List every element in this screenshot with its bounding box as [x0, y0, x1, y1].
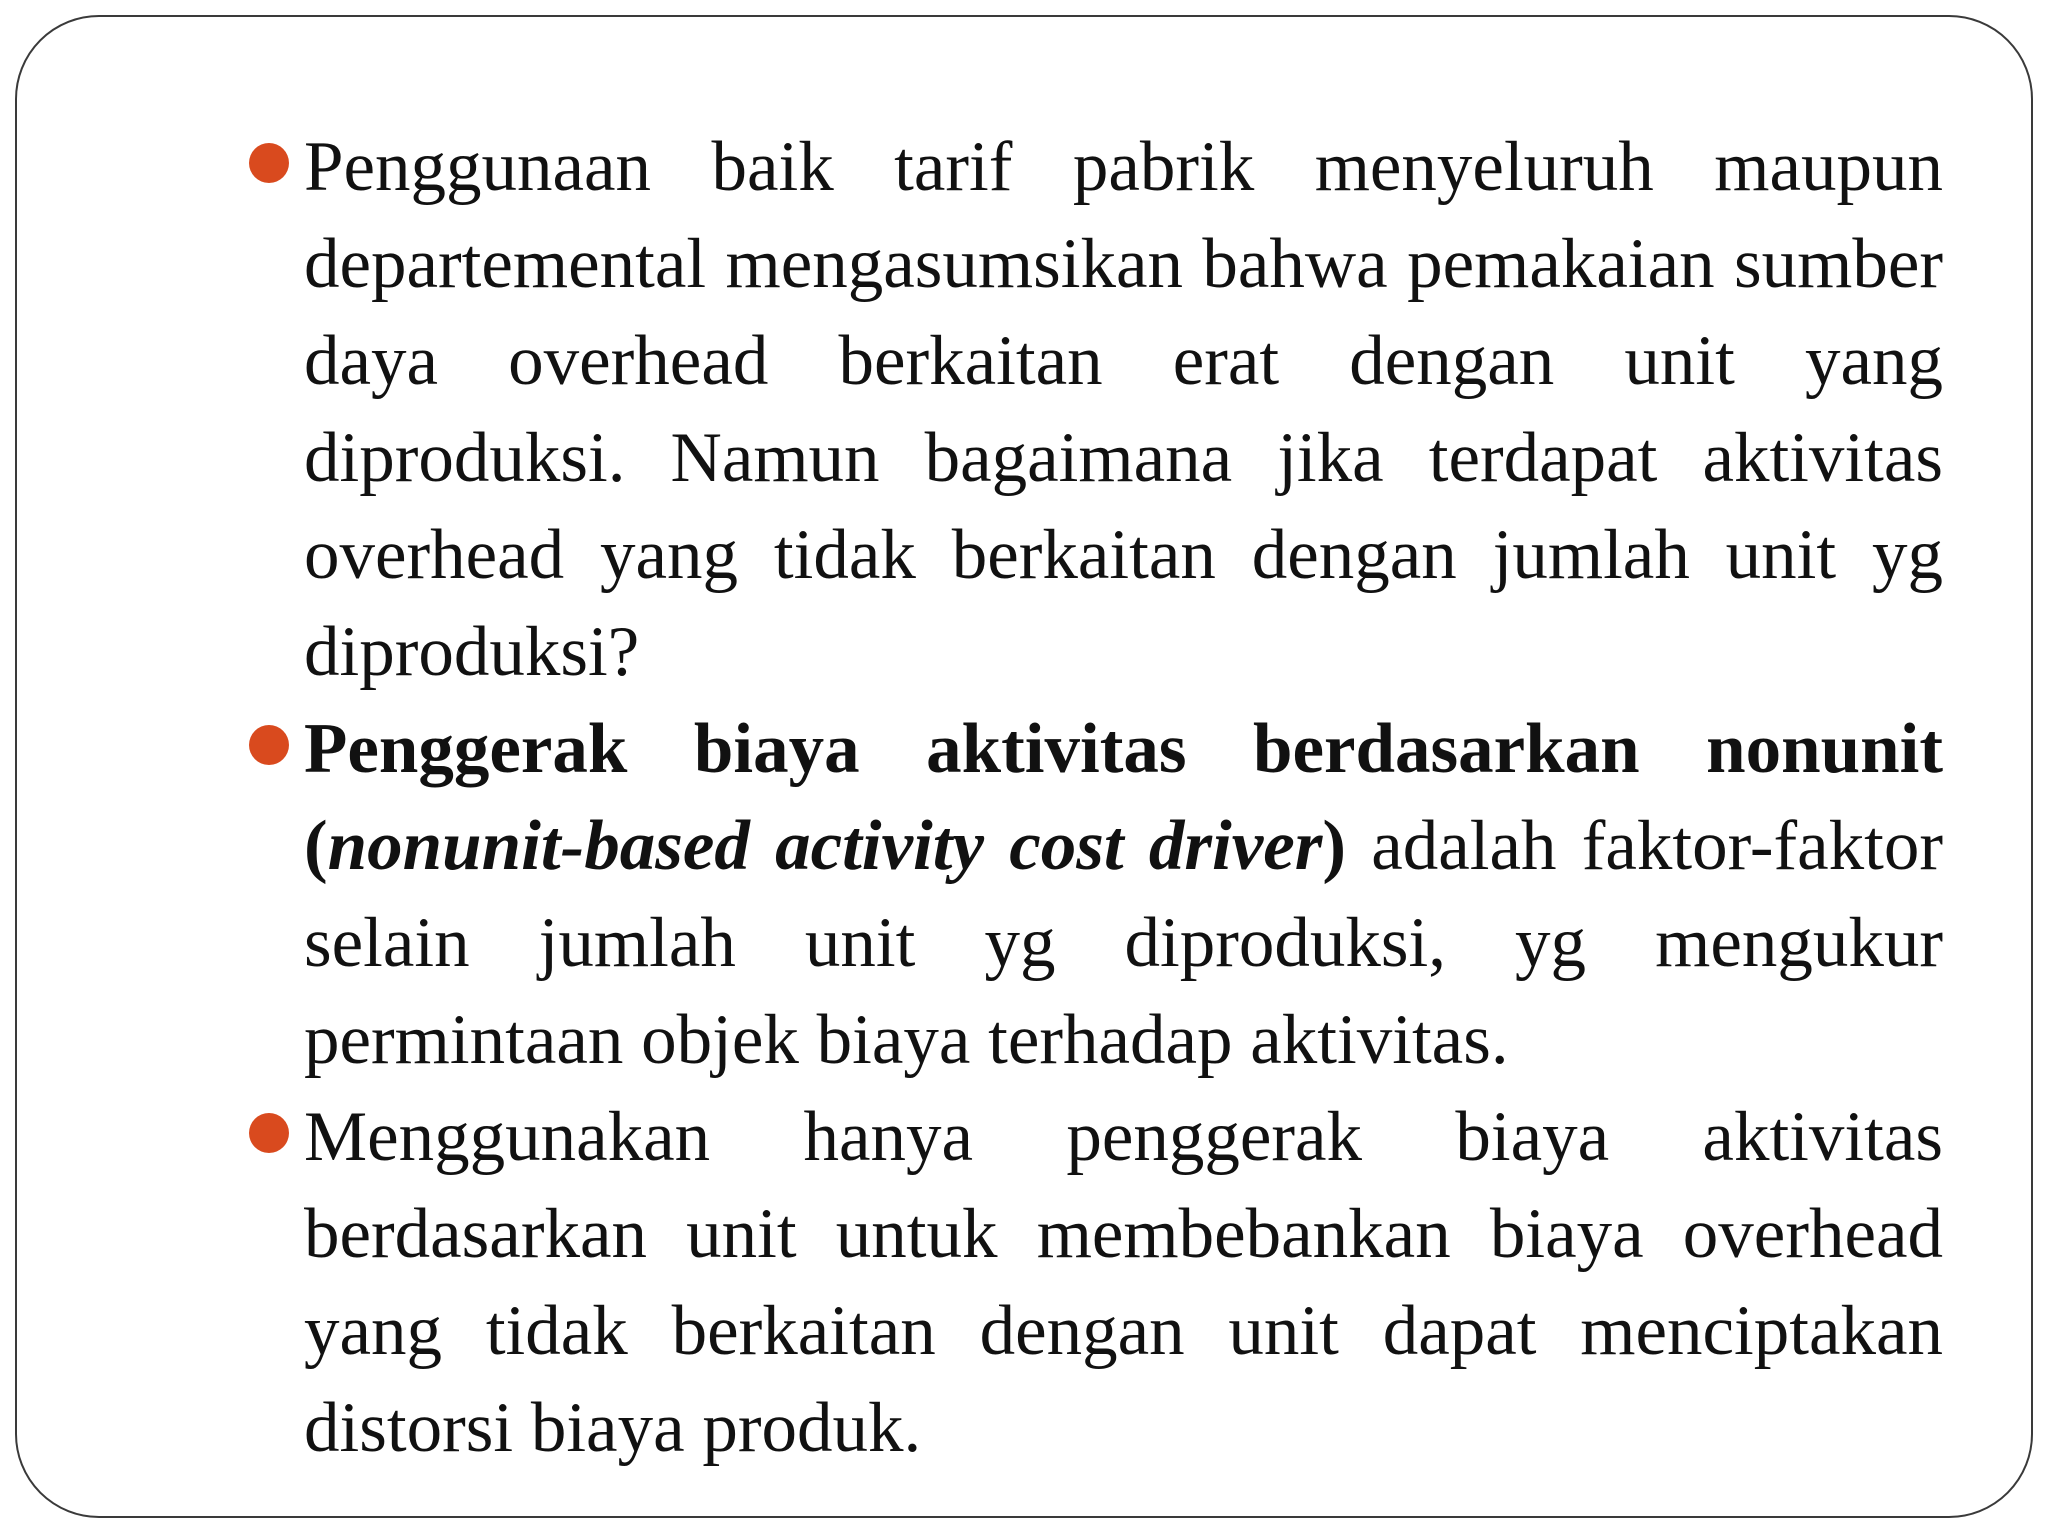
bullet-dot-icon [249, 143, 289, 183]
bold-lead: Penggerak biaya aktivitas berdasarkan nonunit [304, 710, 1943, 788]
bullet-list [249, 119, 1943, 1477]
bullet-text-1: Penggunaan baik tarif pabrik menyeluruh maupun departemental mengasumsikan bahwa pemakaian sumber daya overhead berkaitan erat dengan unit yang diproduksi. Namun bagaimana jika terdapat aktivitas overhead yang tidak berkaitan dengan jumlah unit yg diproduksi? [304, 128, 1943, 691]
bullet-text-3: Menggunakan hanya penggerak biaya aktivitas berdasarkan unit untuk membebankan biaya overhead yang tidak berkaitan dengan unit dapat menciptakan distorsi biaya produk. [304, 1098, 1943, 1467]
italic-term-text: nonunit-based activity cost driver [327, 807, 1323, 885]
italic-term [328, 807, 1323, 885]
bullet-item-2 [249, 701, 1943, 1089]
bullet-item-3 [249, 1089, 1943, 1477]
paren-close: ) [1322, 807, 1347, 885]
slide-frame [15, 15, 2033, 1518]
bullet-item-1 [249, 119, 1943, 701]
bullet-text-2 [304, 701, 1943, 1089]
bullet-dot-icon [249, 725, 289, 765]
definition-rest: adalah faktor-faktor selain jumlah unit yg diproduksi, yg mengukur permintaan objek biaya terhadap aktivitas. [304, 807, 1944, 1079]
paren-open: ( [304, 807, 328, 885]
bullet-dot-icon [249, 1113, 289, 1153]
